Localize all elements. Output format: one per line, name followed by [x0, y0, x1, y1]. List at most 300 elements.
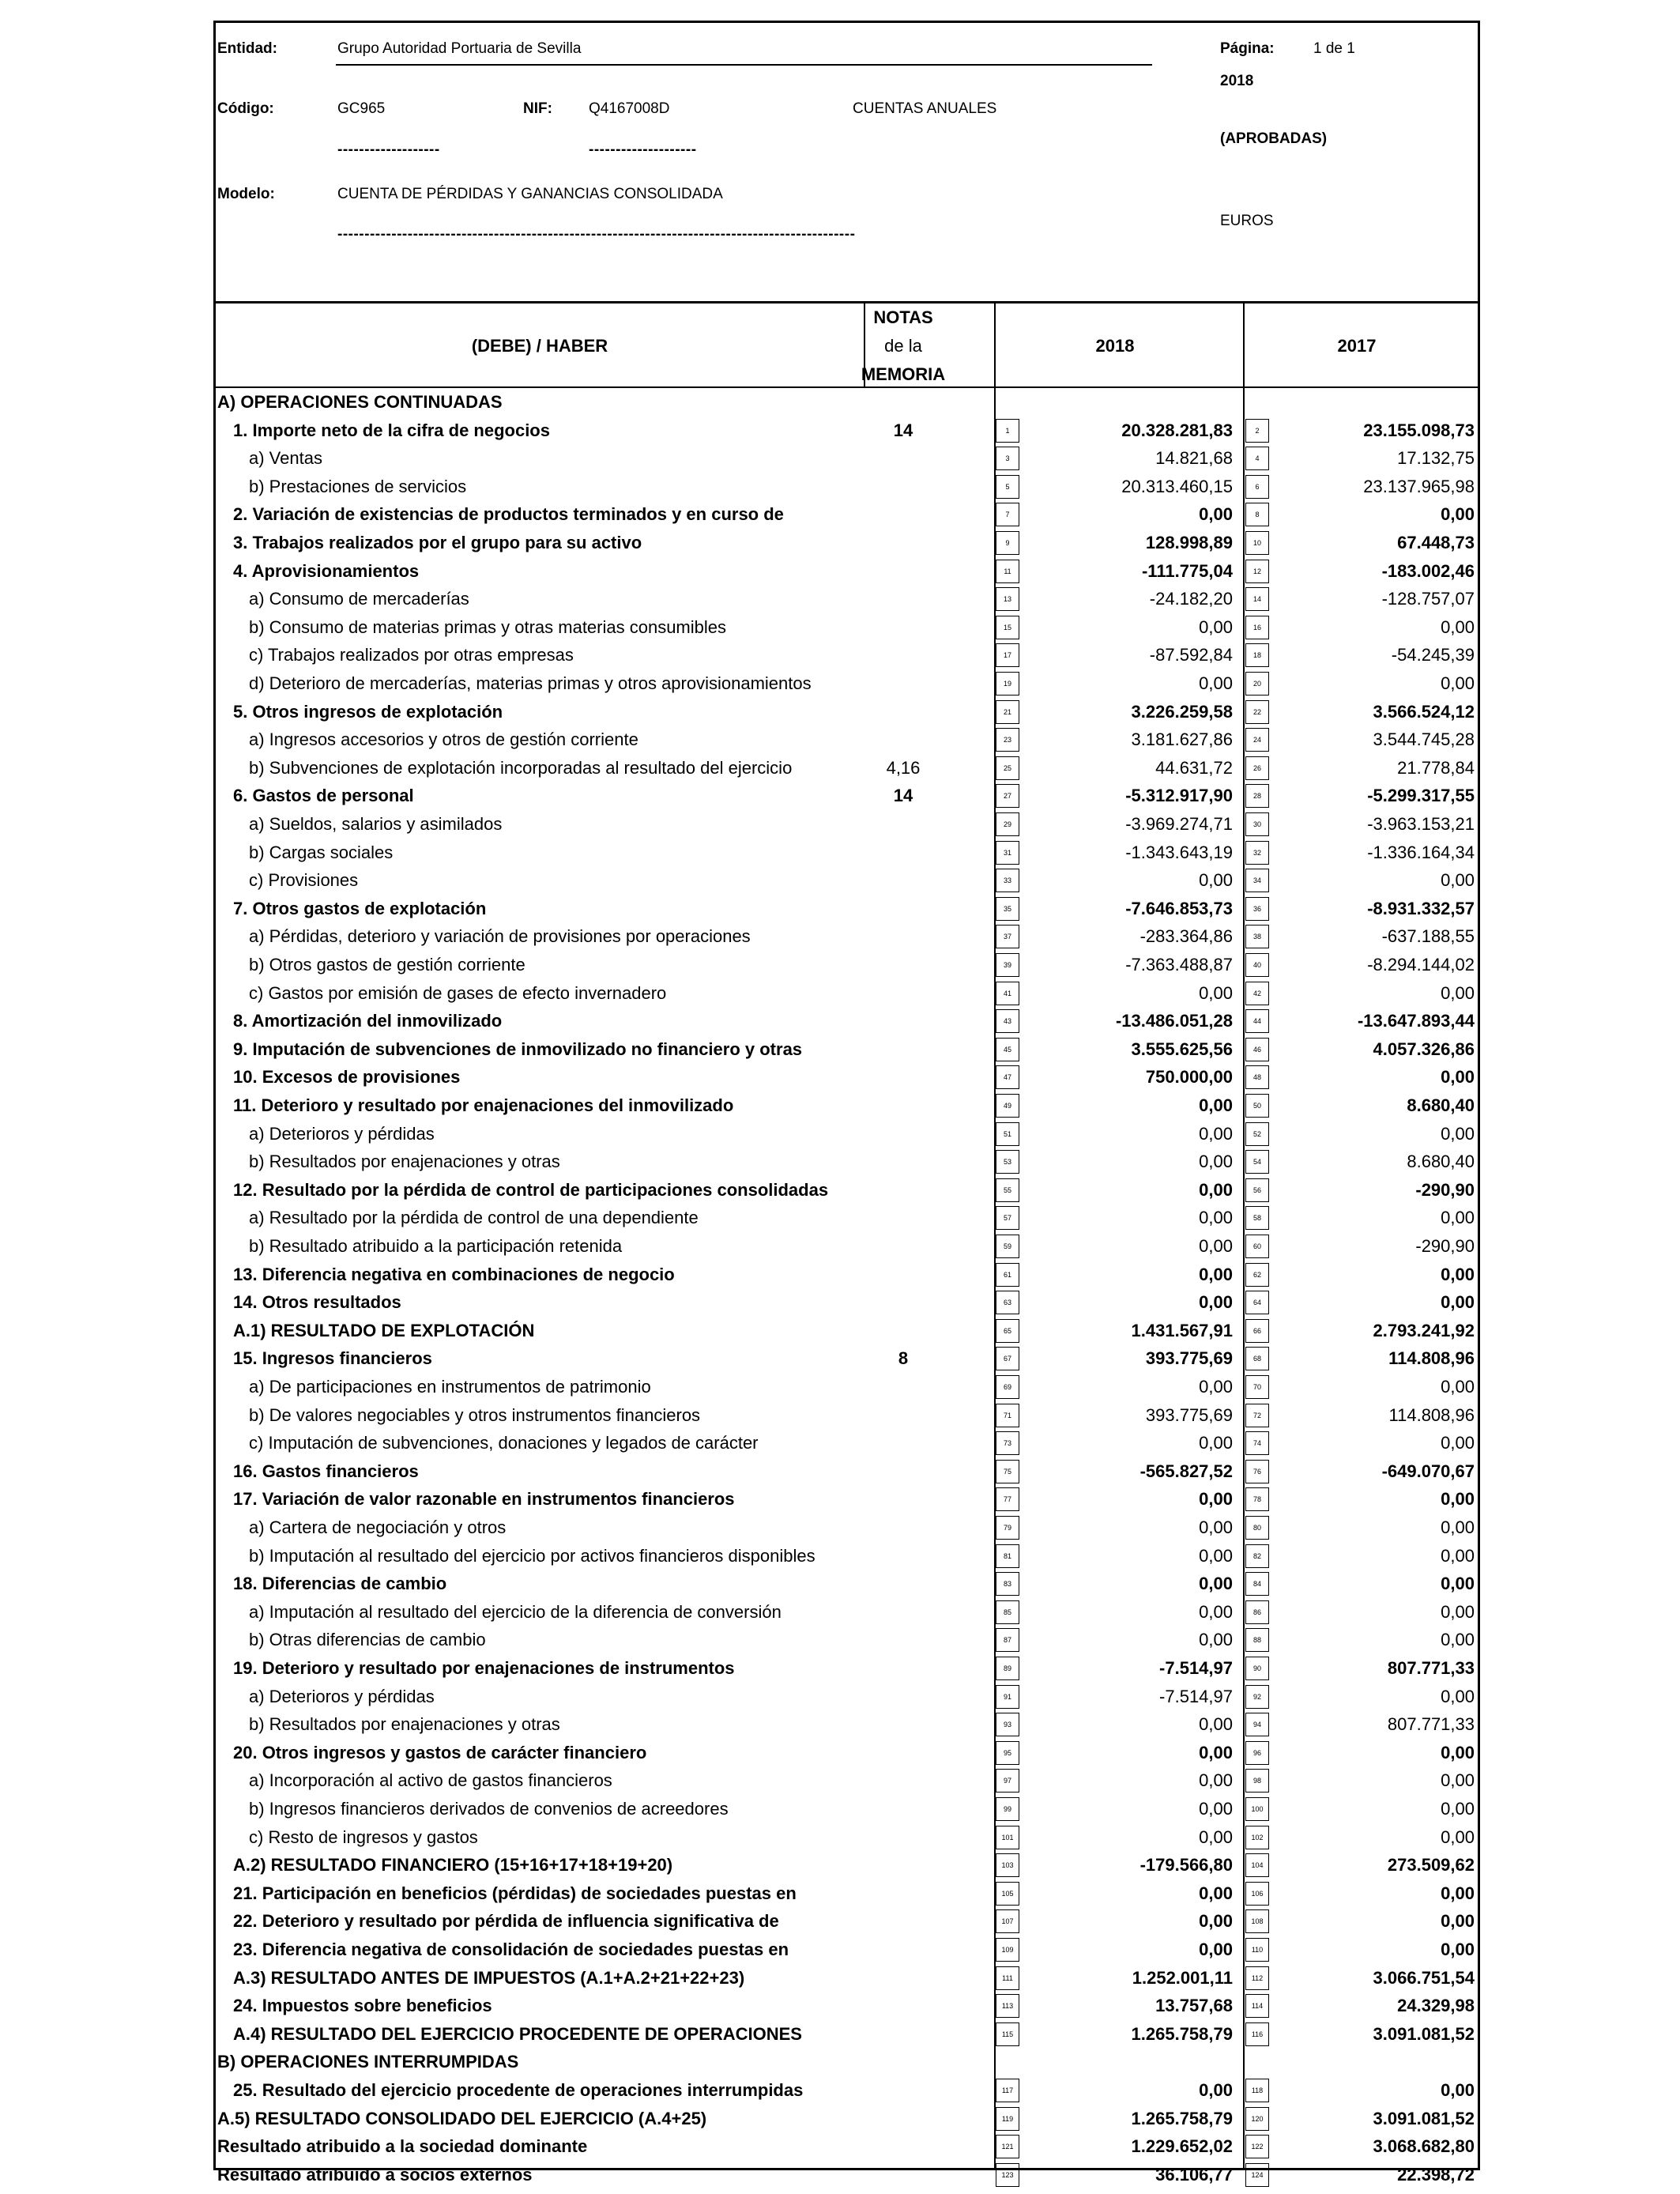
row-code-box-2018: 99 [996, 1797, 1019, 1821]
row-code-box-2018: 21 [996, 700, 1019, 724]
row-label: a) Ingresos accesorios y otros de gestión corriente [249, 729, 638, 750]
row-code-box-2018: 75 [996, 1460, 1019, 1483]
row-value-2018: 0,00 [1199, 1208, 1233, 1228]
row-code-box-2018: 89 [996, 1657, 1019, 1680]
row-label: 18. Diferencias de cambio [233, 1574, 447, 1594]
row-value-2017: 0,00 [1441, 1123, 1475, 1144]
row-label: b) Resultados por enajenaciones y otras [249, 1152, 560, 1172]
table-row [216, 2132, 1478, 2161]
row-code-box-2018: 123 [996, 2163, 1019, 2187]
row-code-box-2018: 61 [996, 1263, 1019, 1287]
row-label: a) Ventas [249, 448, 322, 469]
row-label: 10. Excesos de provisiones [233, 1067, 461, 1088]
row-code-box-2017: 22 [1245, 700, 1269, 724]
row-code-box-2017: 64 [1245, 1291, 1269, 1314]
row-label: a) Deterioros y pérdidas [249, 1686, 435, 1706]
row-value-2018: 1.265.758,79 [1131, 2023, 1233, 2044]
table-row [216, 1148, 1478, 1176]
row-label: 11. Deterioro y resultado por enajenaciones del inmovilizado [233, 1095, 734, 1115]
row-value-2017: 0,00 [1441, 1686, 1475, 1706]
row-value-2017: 0,00 [1441, 1545, 1475, 1566]
row-value-2017: 23.137.965,98 [1363, 476, 1475, 496]
row-value-2018: -7.514,97 [1159, 1686, 1233, 1706]
row-label: c) Imputación de subvenciones, donaciones y legados de carácter [249, 1433, 759, 1453]
row-value-2017: 0,00 [1441, 1630, 1475, 1650]
row-code-box-2017: 30 [1245, 812, 1269, 836]
row-value-2017: 0,00 [1441, 616, 1475, 637]
row-value-2018: 0,00 [1199, 673, 1233, 693]
table-row [216, 1063, 1478, 1091]
modelo-label: Modelo: [217, 186, 275, 202]
row-code-box-2018: 121 [996, 2135, 1019, 2158]
table-row [216, 613, 1478, 642]
row-code-box-2017: 108 [1245, 1909, 1269, 1933]
row-value-2018: 44.631,72 [1155, 757, 1233, 778]
row-value-2017: 0,00 [1441, 504, 1475, 525]
row-code-box-2017: 42 [1245, 982, 1269, 1005]
row-code-box-2017: 16 [1245, 616, 1269, 639]
row-value-2018: 0,00 [1199, 504, 1233, 525]
row-code-box-2017: 54 [1245, 1150, 1269, 1174]
row-label: c) Trabajos realizados por otras empresas [249, 645, 574, 665]
row-value-2018: 0,00 [1199, 616, 1233, 637]
row-value-2017: 0,00 [1441, 1517, 1475, 1537]
row-value-2018: 0,00 [1199, 1433, 1233, 1453]
table-row [216, 1739, 1478, 1767]
row-value-2018: 128.998,89 [1145, 533, 1233, 552]
row-code-box-2018: 81 [996, 1544, 1019, 1568]
col-header-notes-line1: NOTAS [873, 307, 933, 327]
row-code-box-2017: 50 [1245, 1094, 1269, 1118]
row-code-box-2018: 69 [996, 1375, 1019, 1399]
table-row [216, 2048, 1478, 2076]
row-value-2018: -13.486.051,28 [1115, 1011, 1233, 1031]
row-code-box-2017: 70 [1245, 1375, 1269, 1399]
row-label: 17. Variación de valor razonable en instrumentos financieros [233, 1489, 735, 1510]
row-value-2018: -7.363.488,87 [1125, 955, 1233, 974]
row-value-2018: 1.229.652,02 [1131, 2136, 1233, 2157]
row-value-2018: -111.775,04 [1141, 560, 1233, 581]
row-code-box-2017: 52 [1245, 1122, 1269, 1146]
row-label: a) Resultado por la pérdida de control de una dependiente [249, 1208, 699, 1228]
row-label: 1. Importe neto de la cifra de negocios [233, 420, 550, 440]
row-label: a) Pérdidas, deterioro y variación de provisiones por operaciones [249, 926, 751, 947]
row-label: b) Cargas sociales [249, 842, 394, 862]
row-value-2018: 0,00 [1199, 1264, 1233, 1284]
table-row [216, 895, 1478, 923]
table-row [216, 1710, 1478, 1739]
row-value-2017: 21.778,84 [1397, 757, 1475, 778]
row-label: 12. Resultado por la pérdida de control de participaciones consolidadas [233, 1179, 829, 1200]
row-label: a) Imputación al resultado del ejercicio de la diferencia de conversión [249, 1601, 782, 1622]
row-code-box-2018: 3 [996, 447, 1019, 470]
row-value-2017: -13.647.893,44 [1357, 1011, 1475, 1031]
table-row [216, 698, 1478, 726]
table-row [216, 754, 1478, 782]
table-row [216, 782, 1478, 810]
table-row [216, 669, 1478, 698]
row-value-2018: 0,00 [1199, 1179, 1233, 1200]
row-value-2017: 2.793.241,92 [1373, 1320, 1475, 1340]
table-row [216, 1683, 1478, 1711]
row-value-2018: 0,00 [1199, 1152, 1233, 1172]
row-value-2017: 114.808,96 [1388, 1348, 1475, 1369]
row-value-2017: 0,00 [1441, 673, 1475, 693]
row-code-box-2017: 92 [1245, 1685, 1269, 1709]
col-rule-notes-left [864, 303, 865, 388]
table-row [216, 1766, 1478, 1795]
row-code-box-2017: 12 [1245, 560, 1269, 583]
table-row [216, 951, 1478, 979]
row-label: Resultado atribuido a la sociedad dominante [217, 2136, 588, 2157]
row-code-box-2018: 103 [996, 1853, 1019, 1877]
row-label: 20. Otros ingresos y gastos de carácter financiero [233, 1742, 647, 1762]
col-header-2018-text: 2018 [1095, 335, 1135, 356]
row-code-box-2018: 17 [996, 643, 1019, 667]
row-code-box-2017: 18 [1245, 643, 1269, 667]
table-row [216, 726, 1478, 754]
document-type: CUENTAS ANUALES [853, 100, 997, 117]
row-code-box-2018: 19 [996, 672, 1019, 696]
row-code-box-2017: 88 [1245, 1628, 1269, 1652]
row-value-2018: 1.252.001,11 [1132, 1967, 1233, 1988]
row-code-box-2018: 45 [996, 1038, 1019, 1061]
row-code-box-2018: 105 [996, 1882, 1019, 1906]
row-label: b) Consumo de materias primas y otras materias consumibles [249, 616, 727, 637]
table-row [216, 2076, 1478, 2105]
row-code-box-2017: 102 [1245, 1826, 1269, 1849]
row-code-box-2017: 46 [1245, 1038, 1269, 1061]
row-code-box-2017: 32 [1245, 841, 1269, 865]
row-code-box-2017: 94 [1245, 1713, 1269, 1736]
row-label: 2. Variación de existencias de productos terminados y en curso de [233, 504, 784, 525]
row-label: 22. Deterioro y resultado por pérdida de influencia significativa de [233, 1911, 779, 1932]
row-label: b) Subvenciones de explotación incorporadas al resultado del ejercicio [249, 757, 793, 778]
row-label: 3. Trabajos realizados por el grupo para su activo [233, 533, 642, 552]
row-label: b) Imputación al resultado del ejercicio por activos financieros disponibles [249, 1545, 816, 1566]
row-value-2017: 0,00 [1441, 1770, 1475, 1791]
row-code-box-2017: 124 [1245, 2163, 1269, 2187]
table-row [216, 1570, 1478, 1598]
row-label: A) OPERACIONES CONTINUADAS [217, 392, 503, 412]
row-value-2017: 0,00 [1441, 870, 1475, 891]
row-value-2018: 0,00 [1199, 1799, 1233, 1819]
row-code-box-2018: 53 [996, 1150, 1019, 1174]
row-value-2017: 807.771,33 [1387, 1714, 1475, 1735]
table-row [216, 2105, 1478, 2133]
table-row [216, 585, 1478, 613]
row-code-box-2018: 35 [996, 897, 1019, 921]
row-label: A.3) RESULTADO ANTES DE IMPUESTOS (A.1+A.2+21+22+23) [233, 1967, 745, 1988]
row-value-2017: 0,00 [1441, 1742, 1475, 1762]
row-code-box-2017: 66 [1245, 1319, 1269, 1343]
row-value-2018: -7.646.853,73 [1125, 898, 1233, 918]
row-code-box-2018: 113 [996, 1994, 1019, 2018]
row-label: 7. Otros gastos de explotación [233, 898, 487, 918]
table-row [216, 1851, 1478, 1879]
row-value-2017: -1.336.164,34 [1367, 842, 1475, 862]
row-value-2018: 0,00 [1199, 1714, 1233, 1735]
row-label: A.4) RESULTADO DEL EJERCICIO PROCEDENTE DE OPERACIONES [233, 2023, 802, 2044]
row-value-2017: 0,00 [1441, 1911, 1475, 1932]
row-code-box-2017: 118 [1245, 2079, 1269, 2102]
row-value-2017: 3.091.081,52 [1373, 2023, 1475, 2044]
row-label: 21. Participación en beneficios (pérdidas) de sociedades puestas en [233, 1883, 797, 1903]
row-code-box-2017: 36 [1245, 897, 1269, 921]
row-value-2017: 8.680,40 [1407, 1152, 1475, 1172]
row-code-box-2017: 56 [1245, 1178, 1269, 1202]
row-value-2017: 114.808,96 [1388, 1404, 1475, 1425]
row-code-box-2017: 122 [1245, 2135, 1269, 2158]
table-row [216, 1035, 1478, 1064]
row-value-2017: 23.155.098,73 [1363, 420, 1475, 440]
row-value-2017: 3.091.081,52 [1373, 2108, 1475, 2128]
row-value-2017: 0,00 [1441, 1601, 1475, 1622]
row-value-2017: 0,00 [1441, 1433, 1475, 1453]
row-value-2017: 0,00 [1441, 1940, 1475, 1959]
row-value-2017: -290,90 [1415, 1179, 1475, 1200]
table-row [216, 1879, 1478, 1908]
row-code-box-2017: 82 [1245, 1544, 1269, 1568]
row-code-box-2018: 117 [996, 2079, 1019, 2102]
row-value-2018: -179.566,80 [1139, 1855, 1233, 1875]
table-row [216, 1261, 1478, 1289]
col-header-2017 [1236, 303, 1478, 388]
table-row [216, 1964, 1478, 1992]
table-row [216, 2161, 1478, 2189]
table-row [216, 1429, 1478, 1457]
table-row [216, 1120, 1478, 1148]
table-row [216, 866, 1478, 895]
row-code-box-2017: 116 [1245, 2022, 1269, 2046]
row-code-box-2017: 106 [1245, 1882, 1269, 1906]
row-value-2017: 3.566.524,12 [1373, 701, 1475, 722]
row-label: A.5) RESULTADO CONSOLIDADO DEL EJERCICIO (A.4+25) [217, 2108, 707, 2128]
row-label: 23. Diferencia negativa de consolidación de sociedades puestas en [233, 1940, 789, 1959]
row-value-2017: 0,00 [1441, 2080, 1475, 2100]
table-row [216, 388, 1478, 417]
row-value-2017: -5.299.317,55 [1367, 786, 1475, 806]
table-row [216, 2020, 1478, 2049]
row-code-box-2017: 28 [1245, 784, 1269, 808]
row-code-box-2018: 65 [996, 1319, 1019, 1343]
row-label: 15. Ingresos financieros [233, 1348, 432, 1369]
row-value-2018: 0,00 [1199, 1123, 1233, 1144]
table-row [216, 1176, 1478, 1204]
table-row [216, 1091, 1478, 1120]
row-value-2018: 14.821,68 [1155, 448, 1233, 469]
row-code-box-2018: 83 [996, 1572, 1019, 1596]
entidad-underline [336, 64, 1152, 66]
row-value-2017: -649.070,67 [1381, 1461, 1475, 1481]
pagina-value: 1 de 1 [1313, 40, 1355, 57]
nif-value: Q4167008D [589, 100, 670, 117]
currency-label: EUROS [1220, 213, 1274, 229]
entidad-label: Entidad: [217, 40, 277, 57]
row-value-2018: 750.000,00 [1145, 1067, 1233, 1088]
table-row [216, 417, 1478, 445]
row-label: b) Otros gastos de gestión corriente [249, 955, 525, 974]
row-value-2018: 1.431.567,91 [1131, 1320, 1233, 1340]
row-code-box-2018: 29 [996, 812, 1019, 836]
row-code-box-2017: 104 [1245, 1853, 1269, 1877]
row-code-box-2017: 40 [1245, 953, 1269, 977]
modelo-value: CUENTA DE PÉRDIDAS Y GANANCIAS CONSOLIDADA [337, 186, 723, 202]
row-value-2018: 0,00 [1199, 1630, 1233, 1650]
row-value-2017: 0,00 [1441, 1377, 1475, 1397]
row-label: 6. Gastos de personal [233, 786, 414, 806]
row-value-2018: 0,00 [1199, 1095, 1233, 1115]
row-value-2018: -3.969.274,71 [1125, 814, 1233, 834]
row-code-box-2018: 91 [996, 1685, 1019, 1709]
row-value-2018: 0,00 [1199, 870, 1233, 891]
codigo-label: Código: [217, 100, 274, 117]
row-label: a) De participaciones en instrumentos de patrimonio [249, 1377, 651, 1397]
table-row [216, 1457, 1478, 1486]
row-value-2017: 807.771,33 [1387, 1658, 1475, 1678]
row-code-box-2017: 84 [1245, 1572, 1269, 1596]
row-code-box-2017: 10 [1245, 531, 1269, 555]
table-row [216, 641, 1478, 669]
row-value-2017: 17.132,75 [1397, 448, 1475, 469]
table-row [216, 1598, 1478, 1627]
row-label: 8. Amortización del inmovilizado [233, 1011, 503, 1031]
row-value-2018: 393.775,69 [1145, 1348, 1233, 1369]
table-row [216, 1344, 1478, 1373]
row-code-box-2018: 93 [996, 1713, 1019, 1736]
table-row [216, 1288, 1478, 1317]
row-code-box-2018: 31 [996, 841, 1019, 865]
row-value-2017: 0,00 [1441, 1574, 1475, 1594]
row-value-2017: 0,00 [1441, 1067, 1475, 1088]
row-label: b) Otras diferencias de cambio [249, 1630, 486, 1650]
row-value-2018: 0,00 [1199, 1940, 1233, 1959]
row-code-box-2018: 73 [996, 1431, 1019, 1455]
row-value-2018: 0,00 [1199, 1826, 1233, 1847]
row-note-ref: 4,16 [886, 757, 921, 778]
table-row [216, 1542, 1478, 1570]
col-header-2018 [994, 303, 1236, 388]
row-value-2017: -637.188,55 [1381, 926, 1475, 947]
financial-statement-document [213, 21, 1480, 2185]
row-value-2017: 0,00 [1441, 1799, 1475, 1819]
row-value-2017: 22.398,72 [1397, 2164, 1475, 2185]
row-value-2017: -128.757,07 [1381, 589, 1475, 609]
row-code-box-2018: 85 [996, 1600, 1019, 1624]
row-label: a) Consumo de mercaderías [249, 589, 469, 609]
row-code-box-2017: 62 [1245, 1263, 1269, 1287]
row-value-2017: -54.245,39 [1391, 645, 1475, 665]
table-row [216, 922, 1478, 951]
row-value-2018: 3.226.259,58 [1131, 701, 1233, 722]
table-row [216, 839, 1478, 867]
row-value-2017: 3.544.745,28 [1373, 729, 1475, 750]
table-row [216, 1823, 1478, 1852]
row-value-2018: 0,00 [1199, 1545, 1233, 1566]
row-label: a) Sueldos, salarios y asimilados [249, 814, 503, 834]
row-code-box-2017: 24 [1245, 728, 1269, 752]
row-code-box-2017: 72 [1245, 1404, 1269, 1427]
row-value-2018: 0,00 [1199, 1770, 1233, 1791]
approval-status: (APROBADAS) [1220, 130, 1328, 147]
row-value-2017: 0,00 [1441, 1292, 1475, 1313]
row-code-box-2018: 15 [996, 616, 1019, 639]
modelo-dash-line: ------------------------------------------------------------------------------------------------ [337, 226, 856, 243]
row-code-box-2017: 120 [1245, 2107, 1269, 2131]
row-code-box-2017: 60 [1245, 1235, 1269, 1258]
table-row [216, 1485, 1478, 1514]
row-code-box-2017: 38 [1245, 925, 1269, 948]
table-row [216, 500, 1478, 529]
row-label: Resultado atribuido a socios externos [217, 2164, 533, 2185]
row-value-2017: 0,00 [1441, 982, 1475, 1003]
row-code-box-2018: 63 [996, 1291, 1019, 1314]
nif-label: NIF: [523, 100, 552, 117]
row-value-2017: -290,90 [1415, 1236, 1475, 1256]
row-code-box-2017: 112 [1245, 1966, 1269, 1990]
row-label: c) Resto de ingresos y gastos [249, 1826, 478, 1847]
row-code-box-2018: 41 [996, 982, 1019, 1005]
row-value-2018: 0,00 [1199, 1236, 1233, 1256]
row-value-2017: -8.294.144,02 [1367, 955, 1475, 974]
col-header-notes-line2: de la [884, 335, 922, 356]
row-value-2018: -24.182,20 [1149, 589, 1233, 609]
row-code-box-2018: 107 [996, 1909, 1019, 1933]
table-row [216, 1514, 1478, 1542]
codigo-value: GC965 [337, 100, 386, 117]
row-code-box-2018: 111 [996, 1966, 1019, 1990]
row-value-2018: 0,00 [1199, 1883, 1233, 1903]
row-value-2018: 36.106,77 [1155, 2164, 1233, 2185]
row-label: c) Gastos por emisión de gases de efecto invernadero [249, 982, 667, 1003]
row-code-box-2018: 77 [996, 1487, 1019, 1511]
row-label: b) Ingresos financieros derivados de convenios de acreedores [249, 1799, 729, 1819]
row-value-2018: 13.757,68 [1155, 1996, 1233, 2016]
row-value-2018: 0,00 [1199, 1292, 1233, 1313]
row-value-2018: -7.514,97 [1159, 1658, 1233, 1678]
row-code-box-2017: 100 [1245, 1797, 1269, 1821]
row-code-box-2018: 47 [996, 1065, 1019, 1089]
row-label: b) Resultado atribuido a la participación retenida [249, 1236, 623, 1256]
row-code-box-2017: 44 [1245, 1009, 1269, 1033]
row-code-box-2017: 98 [1245, 1769, 1269, 1793]
row-label: 14. Otros resultados [233, 1292, 401, 1313]
row-code-box-2017: 34 [1245, 869, 1269, 892]
table-row [216, 1907, 1478, 1936]
row-value-2018: 0,00 [1199, 1489, 1233, 1510]
table-row [216, 1373, 1478, 1401]
table-row [216, 979, 1478, 1008]
row-value-2018: 0,00 [1199, 1911, 1233, 1932]
table-row [216, 444, 1478, 473]
row-label: c) Provisiones [249, 870, 359, 891]
table-row [216, 1654, 1478, 1683]
row-code-box-2017: 6 [1245, 475, 1269, 499]
row-value-2017: 8.680,40 [1407, 1095, 1475, 1115]
row-code-box-2018: 109 [996, 1938, 1019, 1962]
row-code-box-2018: 11 [996, 560, 1019, 583]
row-code-box-2017: 68 [1245, 1347, 1269, 1370]
row-value-2018: 3.555.625,56 [1131, 1039, 1233, 1059]
col-header-concept [216, 303, 864, 388]
row-code-box-2018: 95 [996, 1741, 1019, 1765]
row-value-2018: 0,00 [1199, 1742, 1233, 1762]
table-header [216, 303, 1478, 388]
row-value-2018: -283.364,86 [1139, 926, 1233, 947]
row-code-box-2018: 7 [996, 503, 1019, 526]
row-code-box-2018: 5 [996, 475, 1019, 499]
row-label: 5. Otros ingresos de explotación [233, 701, 503, 722]
